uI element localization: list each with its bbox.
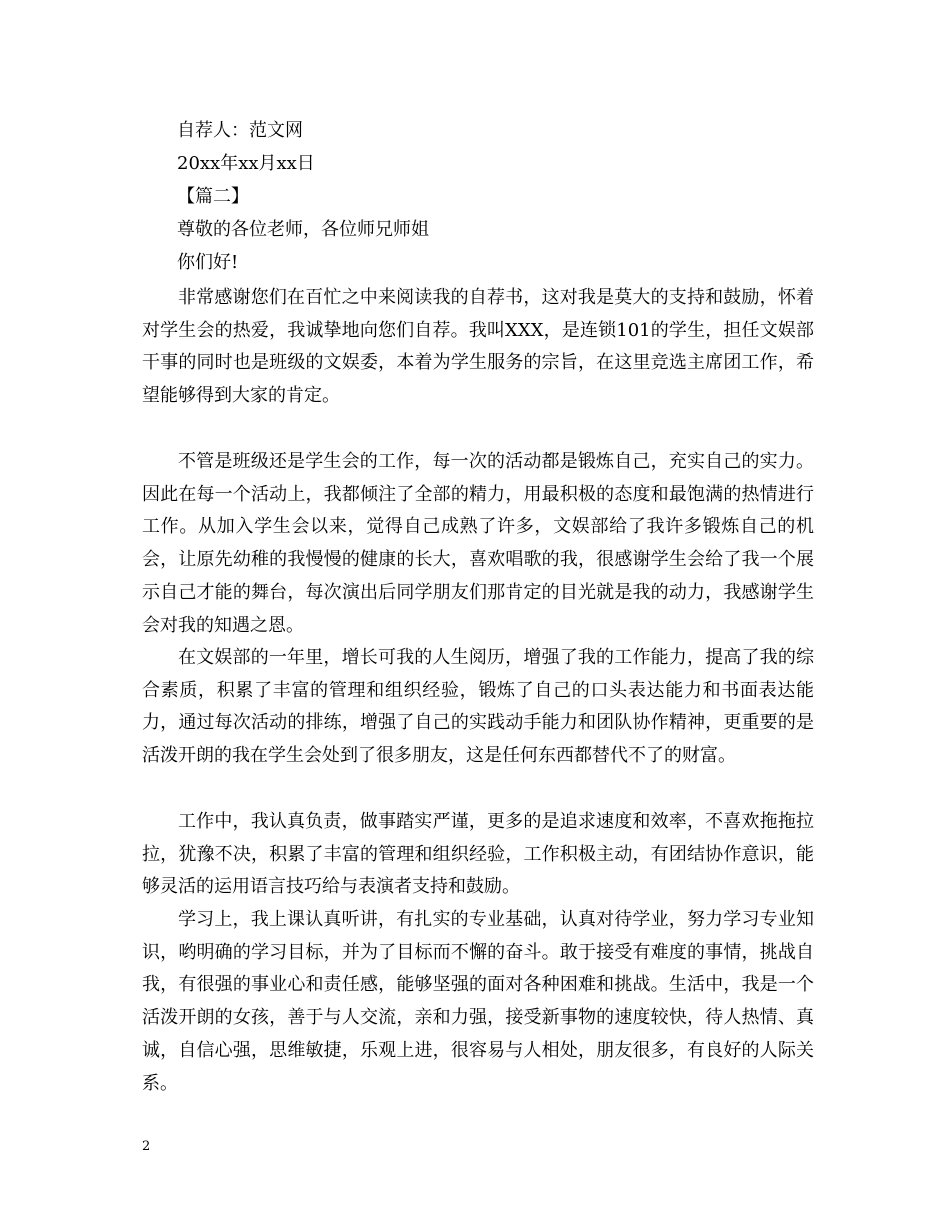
greeting: 你们好! <box>177 252 239 273</box>
salutation: 尊敬的各位老师，各位师兄师姐 <box>177 219 429 240</box>
section-heading: 【篇二】 <box>177 186 249 207</box>
signer-line: 自荐人：范文网 <box>177 120 303 141</box>
paragraph-5: 学习上，我上课认真听讲，有扎实的专业基础，认真对待学业，努力学习专业知识，哟明确的学习目标，并为了目标而不懈的奋斗。敢于接受有难度的事情，挑战自我，有很强的事业心和责任感，能够坚强的面对各种困难和挑战。生活中，我是一个活泼开朗的女孩，善于与人交流，亲和力强，接受新事物的速度较快，待人热情、真诚，自信心强，思维敏捷，乐观上进，很容易与人相处，朋友很多，有良好的人际关系。 <box>142 909 814 1094</box>
paragraph-1: 非常感谢您们在百忙之中来阅读我的自荐书，这对我是莫大的支持和鼓励，怀着对学生会的热爱，我诚挚地向您们自荐。我叫XXX，是连锁101的学生，担任文娱部干事的同时也是班级的文娱委，本着为学生服务的宗旨，在这里竞选主席团工作，希望能够得到大家的肯定。 <box>142 287 814 407</box>
paragraph-4: 工作中，我认真负责，做事踏实严谨，更多的是追求速度和效率，不喜欢拖拖拉拉，犹豫不决，积累了丰富的管理和组织经验，工作积极主动，有团结协作意识，能够灵活的运用语言技巧给与表演者支持和鼓励。 <box>142 811 814 898</box>
date-line: 20xx年xx月xx日 <box>177 153 315 174</box>
page-number: 2 <box>142 1139 151 1154</box>
paragraph-3: 在文娱部的一年里，增长可我的人生阅历，增强了我的工作能力，提高了我的综合素质，积累了丰富的管理和组织经验，锻炼了自己的口头表达能力和书面表达能力，通过每次活动的排练，增强了自己的实践动手能力和团队协作精神，更重要的是活泼开朗的我在学生会处到了很多朋友，这是任何东西都替代不了的财富。 <box>142 647 814 767</box>
paragraph-2: 不管是班级还是学生会的工作，每一次的活动都是锻炼自己，充实自己的实力。因此在每一个活动上，我都倾注了全部的精力，用最积极的态度和最饱满的热情进行工作。从加入学生会以来，觉得自己成熟了许多，文娱部给了我许多锻炼自己的机会，让原先幼稚的我慢慢的健康的长大，喜欢唱歌的我，很感谢学生会给了我一个展示自己才能的舞台，每次演出后同学朋友们那肯定的目光就是我的动力，我感谢学生会对我的知遇之恩。 <box>142 451 814 636</box>
